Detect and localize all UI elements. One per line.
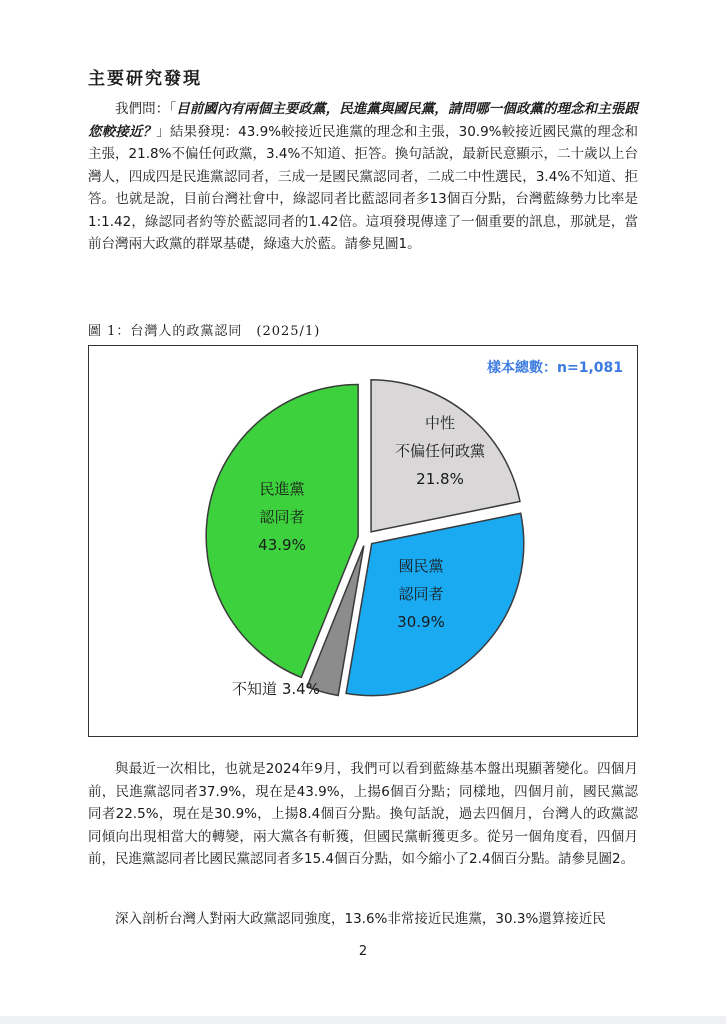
paragraph-strength: 深入剖析台灣人對兩大政黨認同強度，13.6%非常接近民進黨，30.3%還算接近民: [115, 911, 606, 927]
page-number: 2: [358, 944, 368, 959]
quote-close: 」: [156, 123, 170, 140]
paragraph-comparison: 與最近一次相比，也就是2024年9月，我們可以看到藍綠基本盤出現顯著變化。四個月前，民進黨認同者37.9%，現在是43.9%，上揚6個百分點；同樣地，四個月前，國民黨認同者22.5%，現在是30.9%，上揚8.4個百分點。換句話說，過去四個月，台灣人的政黨認同傾向出現相當大的轉變，兩大黨各有斬獲，但國民黨斬獲更多。從另一個角度看，四個月前，民進黨認同者比國民黨認同者多15.4個百分點，如今縮小了2.4個百分點。請參見圖2。: [88, 761, 638, 867]
findings-body: 結果發現：43.9%較接近民進黨的理念和主張，30.9%較接近國民黨的理念和主張，21.8%不偏任何政黨，3.4%不知道、拒答。換句話說，最新民意顯示，二十歲以上台灣人，四成四是民進黨認同者，三成一是國民黨認同者，二成二中性選民，3.4%不知道、拒答。也就是說，目前台灣社會中，綠認同者比藍認同者多13個百分點，台灣藍綠勢力比率是1:1.42，綠認同者約等於藍認同者的1.42倍。這項發現傳達了一個重要的訊息，那就是，當前台灣兩大政黨的群眾基礎，綠遠大於藍。請參見圖1。: [88, 123, 639, 252]
figure-caption: [88, 320, 320, 339]
slice-kmt: [346, 513, 524, 695]
slice-unknown-label: 不知道 3.4%: [232, 680, 320, 698]
sample-size-label: 樣本總數：n=1,081: [487, 360, 623, 376]
figure-date: (2025/1): [256, 324, 321, 339]
slice-kmt-label: 30.9%: [397, 613, 445, 631]
slice-dpp-label: 43.9%: [258, 536, 306, 554]
survey-question: 目前國內有兩個主要政黨，民進黨與國民黨，請問哪一個政黨的理念和主張跟您較接近？: [88, 101, 639, 140]
slice-dpp-label: 民進黨: [259, 480, 305, 498]
section-heading: 主要研究發現: [88, 69, 202, 89]
slice-neutral-label: 21.8%: [416, 470, 464, 488]
paragraph-findings: [88, 98, 638, 256]
figure-title: 圖 1：台灣人的政黨認同: [88, 324, 243, 339]
slice-dpp-label: 認同者: [259, 508, 305, 526]
quote-open: 我們問：「: [115, 101, 177, 117]
slice-kmt-label: 國民黨: [398, 557, 444, 575]
slice-neutral-label: 不偏任何政黨: [394, 442, 486, 460]
viewer-bottom-bar: [0, 1016, 726, 1024]
pie-chart: [89, 346, 637, 736]
slice-neutral-label: 中性: [424, 414, 456, 432]
pie-chart-frame: [88, 345, 638, 737]
slice-kmt-label: 認同者: [398, 585, 444, 603]
